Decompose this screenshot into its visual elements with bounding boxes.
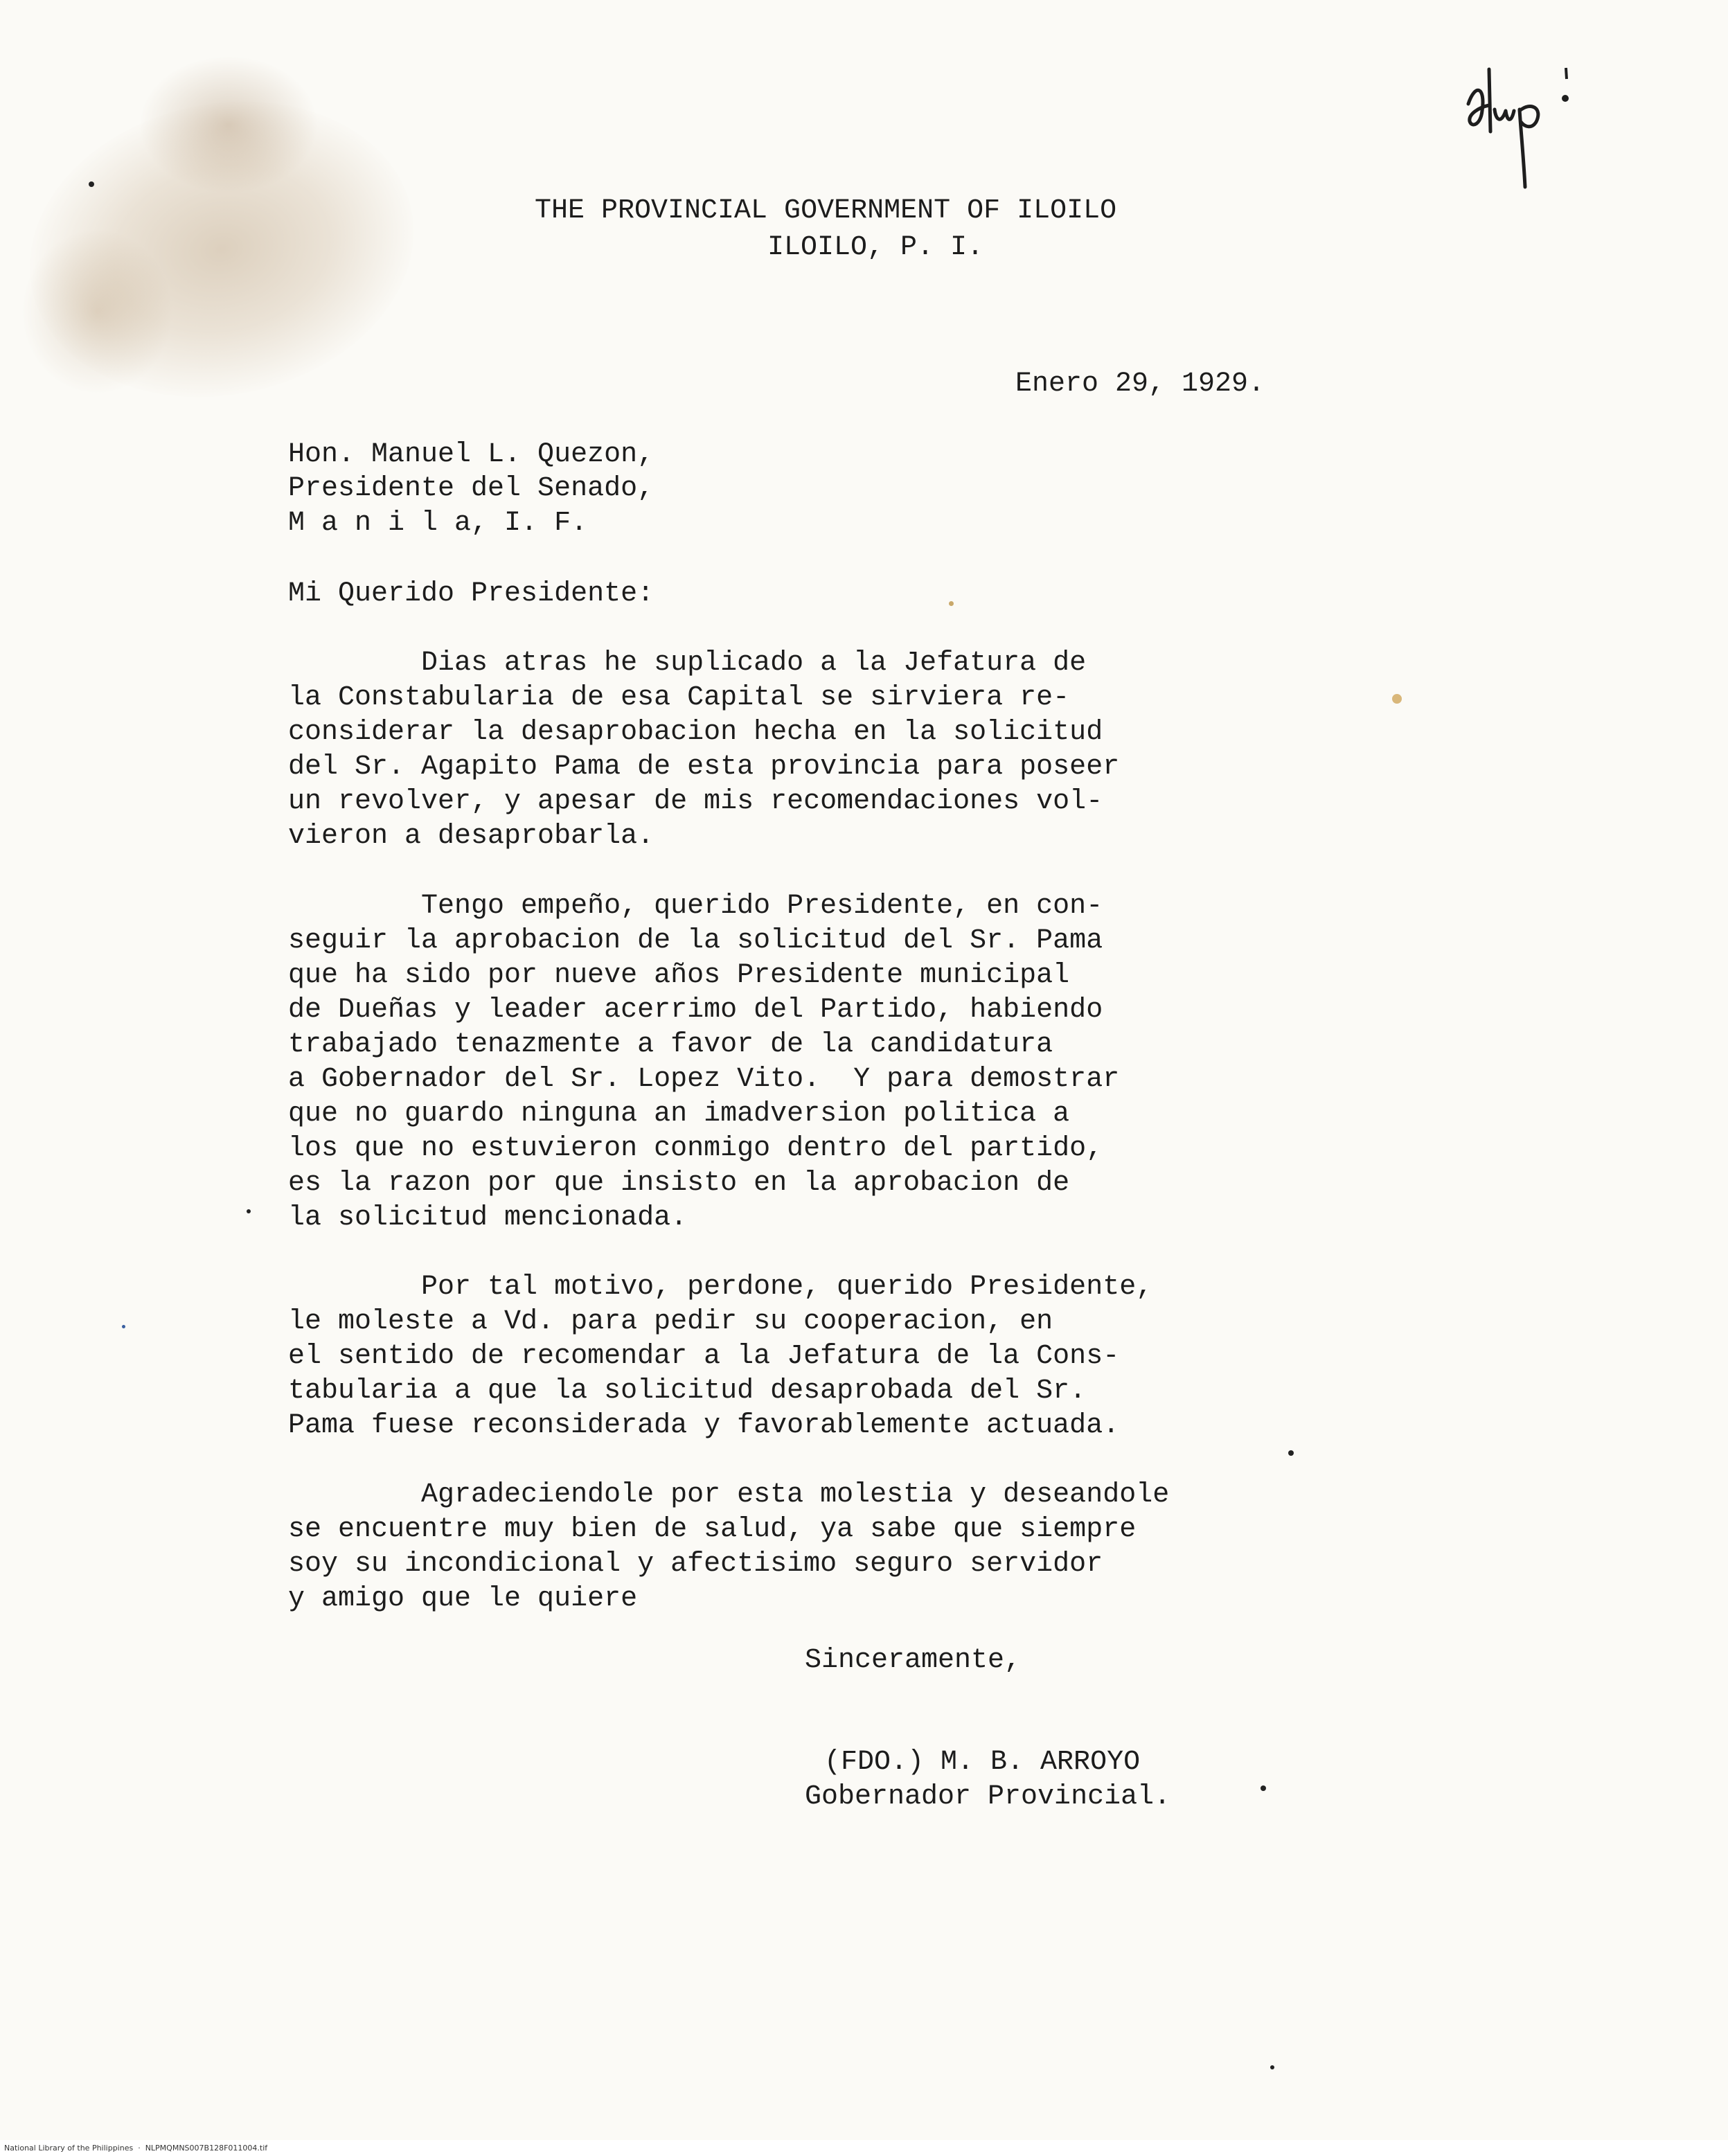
paper-speck <box>122 1325 125 1328</box>
body-line: se encuentre muy bien de salud, ya sabe que siempre <box>288 1514 1137 1545</box>
signature-title: Gobernador Provincial. <box>805 1781 1171 1812</box>
signature-name: (FDO.) M. B. ARROYO <box>824 1747 1141 1778</box>
body-line: seguir la aprobacion de la solicitud del Sr. Pama <box>288 925 1103 956</box>
scan-footer-caption: National Library of the Philippines · NLPMQMNS007B128F011004.tif <box>4 2144 268 2153</box>
water-stain <box>1 66 441 431</box>
body-line: Tengo empeño, querido Presidente, en con- <box>288 891 1103 922</box>
water-stain <box>21 229 173 395</box>
water-stain <box>139 55 319 194</box>
body-line: un revolver, y apesar de mis recomendaciones vol- <box>288 786 1103 817</box>
body-line: de Dueñas y leader acerrimo del Partido, habiendo <box>288 995 1103 1026</box>
addressee-line: Presidente del Senado, <box>288 473 654 504</box>
body-line: vieron a desaprobarla. <box>288 821 654 852</box>
body-line: le moleste a Vd. para pedir su cooperacion, en <box>288 1306 1053 1337</box>
paper-speck <box>89 181 94 187</box>
paper-speck <box>1270 2065 1274 2069</box>
closing: Sinceramente, <box>805 1645 1022 1676</box>
body-line: es la razon por que insisto en la aprobacion de <box>288 1168 1070 1199</box>
body-line: los que no estuvieron conmigo dentro del partido, <box>288 1133 1103 1164</box>
letterhead-line-1: THE PROVINCIAL GOVERNMENT OF ILOILO <box>535 195 1117 226</box>
body-line: la solicitud mencionada. <box>288 1202 688 1233</box>
body-line: que no guardo ninguna an imadversion politica a <box>288 1098 1070 1130</box>
salutation: Mi Querido Presidente: <box>288 578 654 609</box>
addressee-line: Hon. Manuel L. Quezon, <box>288 439 654 470</box>
body-line: Por tal motivo, perdone, querido Presidente, <box>288 1272 1153 1303</box>
letterhead-line-2: ILOILO, P. I. <box>767 232 984 263</box>
body-line: del Sr. Agapito Pama de esta provincia para poseer <box>288 751 1120 783</box>
paper-speck <box>1261 1785 1266 1791</box>
body-line: considerar la desaprobacion hecha en la solicitud <box>288 717 1103 748</box>
body-line: trabajado tenazmente a favor de la candidatura <box>288 1029 1053 1060</box>
svg-text:Dup.: Dup. <box>1461 55 1463 56</box>
body-line: y amigo que le quiere <box>288 1583 638 1614</box>
body-line: soy su incondicional y afectisimo seguro servidor <box>288 1549 1103 1580</box>
body-line: tabularia a que la solicitud desaprobada del Sr. <box>288 1375 1087 1407</box>
letter-date: Enero 29, 1929. <box>1015 368 1265 400</box>
body-line: el sentido de recomendar a la Jefatura de la Cons- <box>288 1341 1120 1372</box>
addressee-line: M a n i l a, I. F. <box>288 508 588 539</box>
paper-speck <box>1392 694 1402 704</box>
paper-speck <box>247 1209 251 1213</box>
handwritten-dup-annotation <box>1461 55 1579 194</box>
paper-speck <box>1288 1450 1294 1456</box>
body-line: la Constabularia de esa Capital se sirviera re- <box>288 682 1070 713</box>
body-line: Pama fuese reconsiderada y favorablemente actuada. <box>288 1410 1120 1441</box>
body-line: Agradeciendole por esta molestia y deseandole <box>288 1479 1170 1511</box>
body-line: a Gobernador del Sr. Lopez Vito. Y para demostrar <box>288 1064 1120 1095</box>
body-line: que ha sido por nueve años Presidente municipal <box>288 960 1070 991</box>
body-line: Dias atras he suplicado a la Jefatura de <box>288 648 1087 679</box>
